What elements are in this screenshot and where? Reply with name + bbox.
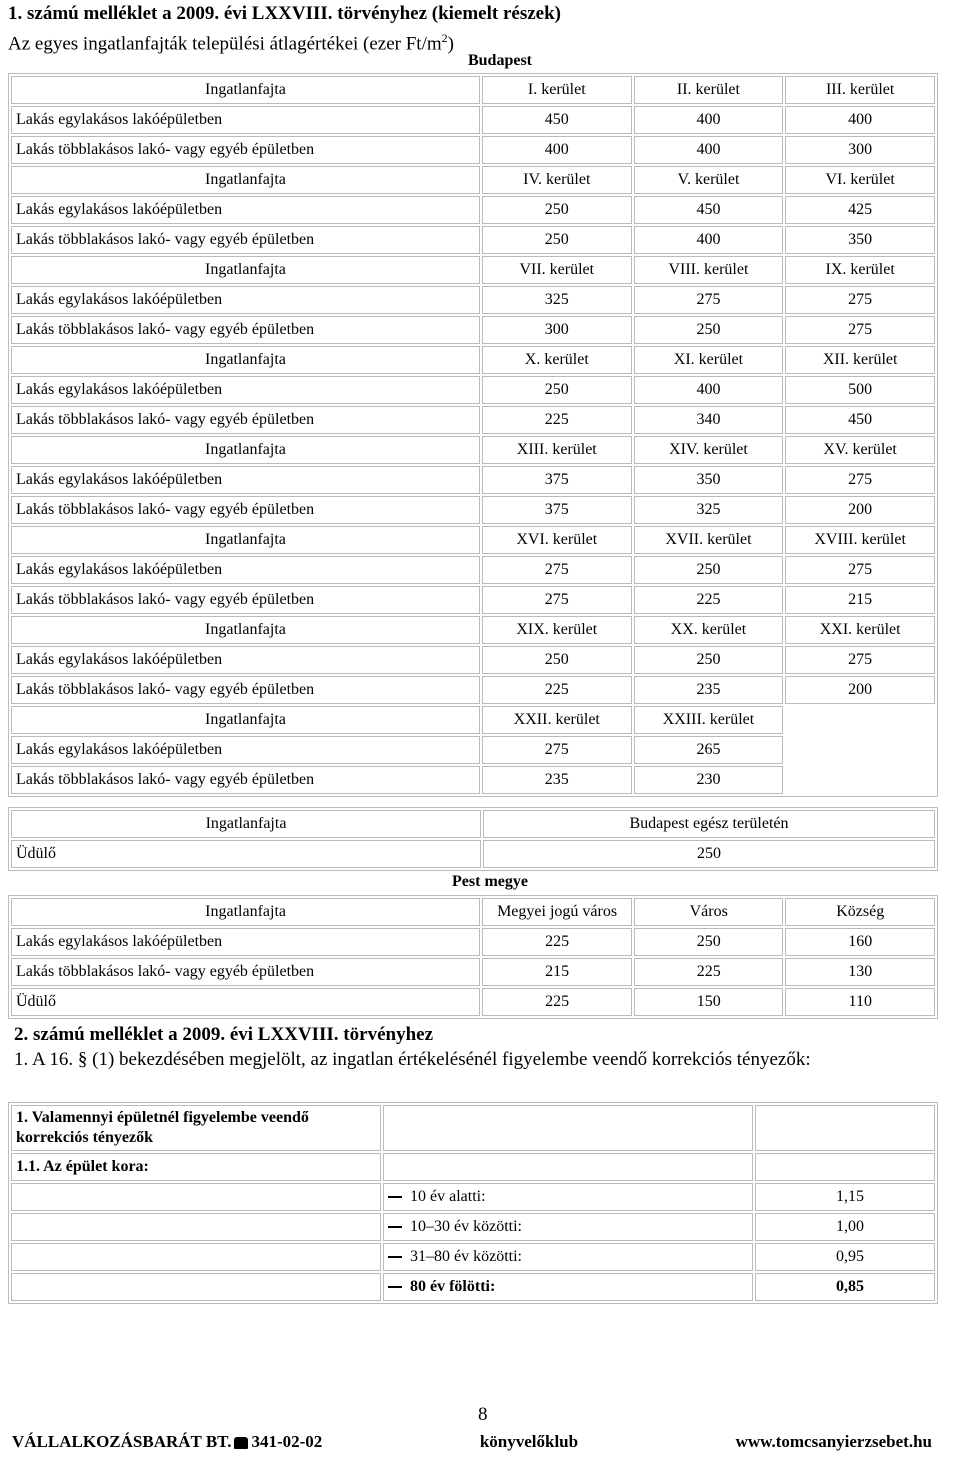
value-cell: 200 (785, 496, 935, 524)
header-cell: Ingatlanfajta (11, 810, 481, 838)
value-cell: 225 (482, 406, 632, 434)
dash-icon (388, 1226, 402, 1228)
column-header: XVI. kerület (482, 526, 632, 554)
footer-club: könyvelőklub (479, 1432, 579, 1451)
budapest-table (8, 73, 938, 797)
value-cell: 450 (482, 106, 632, 134)
budapest-section-title: Budapest (467, 52, 533, 69)
value-cell: 130 (785, 958, 935, 986)
header-cell: Ingatlanfajta (11, 436, 480, 464)
value-cell: 250 (482, 196, 632, 224)
table-row (11, 1183, 935, 1211)
column-header: Község (785, 898, 935, 926)
value-cell: 250 (634, 928, 783, 956)
row-label: Lakás egylakásos lakóépületben (11, 196, 480, 224)
row-label: Lakás egylakásos lakóépületben (11, 736, 480, 764)
value-cell: 400 (634, 136, 784, 164)
header-cell: Ingatlanfajta (11, 898, 480, 926)
table-row (11, 376, 935, 404)
age-value: 0,85 (755, 1273, 935, 1301)
value-cell: 350 (785, 226, 935, 254)
table-row (11, 676, 935, 704)
value-cell: 300 (785, 136, 935, 164)
column-header: X. kerület (482, 346, 632, 374)
row-label: Lakás egylakásos lakóépületben (11, 106, 480, 134)
header-cell: Ingatlanfajta (11, 346, 480, 374)
table-row (11, 256, 935, 284)
empty-cell (383, 1105, 753, 1151)
column-header: Város (634, 898, 783, 926)
table-row (11, 166, 935, 194)
row-label: Lakás többlakásos lakó- vagy egyéb épületben (11, 226, 480, 254)
correction-title: 1. Valamennyi épületnél figyelembe veendő korrekciós tényezők (11, 1105, 381, 1151)
header-cell: Ingatlanfajta (11, 166, 480, 194)
row-label: Lakás többlakásos lakó- vagy egyéb épületben (11, 316, 480, 344)
value-cell: 225 (482, 676, 632, 704)
row-label: Lakás többlakásos lakó- vagy egyéb épületben (11, 676, 480, 704)
age-label-text: 10–30 év közötti: (410, 1218, 522, 1235)
column-header: XV. kerület (785, 436, 935, 464)
table-row (11, 840, 935, 868)
column-header: VI. kerület (785, 166, 935, 194)
age-value: 1,15 (755, 1183, 935, 1211)
value-cell: 275 (785, 556, 935, 584)
value-cell: 265 (634, 736, 784, 764)
table-row (11, 406, 935, 434)
footer-company: VÁLLALKOZÁSBARÁT BT. 341-02-02 (12, 1432, 323, 1451)
value-cell: 230 (634, 766, 784, 794)
value-cell (785, 766, 935, 794)
row-label: Lakás egylakásos lakóépületben (11, 466, 480, 494)
value-cell: 275 (482, 556, 632, 584)
footer (12, 1432, 932, 1452)
value-cell: 275 (634, 286, 784, 314)
value-cell: 340 (634, 406, 784, 434)
value-cell: 235 (482, 766, 632, 794)
value-cell: 275 (785, 466, 935, 494)
table-row (11, 1273, 935, 1301)
column-header: IX. kerület (785, 256, 935, 284)
row-label: Lakás egylakásos lakóépületben (11, 928, 480, 956)
age-value: 1,00 (755, 1213, 935, 1241)
column-header: XXI. kerület (785, 616, 935, 644)
table-row (11, 556, 935, 584)
age-value: 0,95 (755, 1243, 935, 1271)
dash-icon (388, 1286, 402, 1288)
column-header: Megyei jogú város (482, 898, 632, 926)
table-row (11, 316, 935, 344)
row-label: Lakás többlakásos lakó- vagy egyéb épületben (11, 406, 480, 434)
value-cell: 225 (482, 988, 632, 1016)
value-cell: 400 (634, 226, 784, 254)
age-label (383, 1183, 753, 1211)
table-row (11, 1213, 935, 1241)
header-cell: Ingatlanfajta (11, 616, 480, 644)
dash-icon (388, 1196, 402, 1198)
empty-cell (755, 1153, 935, 1181)
column-header: XVII. kerület (634, 526, 784, 554)
table-row (11, 496, 935, 524)
table-row (11, 106, 935, 134)
header-cell: Ingatlanfajta (11, 76, 480, 104)
value-cell: 250 (483, 840, 935, 868)
column-header: XIII. kerület (482, 436, 632, 464)
table-row (11, 928, 935, 956)
value-cell: 250 (482, 376, 632, 404)
column-header: IV. kerület (482, 166, 632, 194)
column-header: XI. kerület (634, 346, 784, 374)
value-cell: 350 (634, 466, 784, 494)
budapest-whole-table (8, 807, 938, 871)
table-row (11, 706, 935, 734)
table-row (11, 196, 935, 224)
annex1-title: 1. számú melléklet a 2009. évi LXXVIII. törvényhez (kiemelt részek) (8, 3, 561, 24)
header-cell: Ingatlanfajta (11, 706, 480, 734)
table-row (11, 988, 935, 1016)
column-header: V. kerület (634, 166, 784, 194)
age-label (383, 1273, 753, 1301)
value-cell: 215 (785, 586, 935, 614)
value-cell: 400 (634, 106, 784, 134)
row-label: Üdülő (11, 988, 480, 1016)
value-cell: 275 (785, 316, 935, 344)
value-cell: 300 (482, 316, 632, 344)
value-cell (785, 736, 935, 764)
value-cell: 275 (785, 286, 935, 314)
column-header: XVIII. kerület (785, 526, 935, 554)
value-cell: 225 (482, 928, 632, 956)
footer-url: www.tomcsanyierzsebet.hu (735, 1432, 932, 1451)
age-label-text: 80 év fölötti: (410, 1278, 496, 1295)
phone-icon (234, 1437, 248, 1449)
table-row (11, 466, 935, 494)
value-cell: 450 (634, 196, 784, 224)
header-cell: Budapest egész területén (483, 810, 935, 838)
table-row (11, 436, 935, 464)
value-cell: 425 (785, 196, 935, 224)
empty-cell (11, 1273, 381, 1301)
table-row (11, 1105, 935, 1151)
value-cell: 225 (634, 958, 783, 986)
page-number: 8 (478, 1404, 488, 1425)
table-row (11, 898, 935, 926)
column-header: I. kerület (482, 76, 632, 104)
row-label: Lakás egylakásos lakóépületben (11, 646, 480, 674)
table-row (11, 736, 935, 764)
pest-section-title: Pest megye (452, 873, 528, 890)
value-cell: 375 (482, 496, 632, 524)
value-cell: 250 (634, 556, 784, 584)
value-cell: 235 (634, 676, 784, 704)
row-label: Lakás egylakásos lakóépületben (11, 556, 480, 584)
value-cell: 250 (634, 646, 784, 674)
header-cell: Ingatlanfajta (11, 526, 480, 554)
column-header: XII. kerület (785, 346, 935, 374)
table-row (11, 226, 935, 254)
table-row (11, 286, 935, 314)
row-label: Lakás többlakásos lakó- vagy egyéb épületben (11, 958, 480, 986)
value-cell: 275 (482, 736, 632, 764)
column-header: XXII. kerület (482, 706, 632, 734)
annex2-title: 2. számú melléklet a 2009. évi LXXVIII. törvényhez (14, 1024, 434, 1045)
table-row (11, 616, 935, 644)
column-header: XXIII. kerület (634, 706, 784, 734)
value-cell: 200 (785, 676, 935, 704)
value-cell: 110 (785, 988, 935, 1016)
column-header: XIV. kerület (634, 436, 784, 464)
table-row (11, 1243, 935, 1271)
dash-icon (388, 1256, 402, 1258)
row-label: Lakás egylakásos lakóépületben (11, 286, 480, 314)
row-label: Lakás többlakásos lakó- vagy egyéb épületben (11, 586, 480, 614)
column-header: II. kerület (634, 76, 784, 104)
empty-cell (11, 1183, 381, 1211)
value-cell: 150 (634, 988, 783, 1016)
empty-cell (755, 1105, 935, 1151)
value-cell: 500 (785, 376, 935, 404)
row-label: Lakás többlakásos lakó- vagy egyéb épületben (11, 496, 480, 524)
value-cell: 160 (785, 928, 935, 956)
table-row (11, 526, 935, 554)
value-cell: 450 (785, 406, 935, 434)
value-cell: 325 (482, 286, 632, 314)
value-cell: 325 (634, 496, 784, 524)
row-label: Lakás többlakásos lakó- vagy egyéb épületben (11, 136, 480, 164)
annex1-subtitle: Az egyes ingatlanfajták települési átlagértékei (ezer $Ft/m^2$) (8, 31, 454, 55)
column-header: XX. kerület (634, 616, 784, 644)
value-cell: 250 (482, 226, 632, 254)
value-cell: 215 (482, 958, 632, 986)
table-row (11, 958, 935, 986)
age-label (383, 1213, 753, 1241)
correction-subtitle: 1.1. Az épület kora: (11, 1153, 381, 1181)
column-header (785, 706, 935, 734)
age-label-text: 10 év alatti: (410, 1188, 486, 1205)
age-label-text: 31–80 év közötti: (410, 1248, 522, 1265)
value-cell: 225 (634, 586, 784, 614)
table-row (11, 1153, 935, 1181)
row-label: Üdülő (11, 840, 481, 868)
table-row (11, 346, 935, 374)
header-cell: Ingatlanfajta (11, 256, 480, 284)
column-header: XIX. kerület (482, 616, 632, 644)
value-cell: 400 (785, 106, 935, 134)
column-header: VIII. kerület (634, 256, 784, 284)
column-header: VII. kerület (482, 256, 632, 284)
value-cell: 275 (482, 586, 632, 614)
empty-cell (11, 1213, 381, 1241)
table-row (11, 766, 935, 794)
empty-cell (11, 1243, 381, 1271)
table-row (11, 136, 935, 164)
age-label (383, 1243, 753, 1271)
row-label: Lakás többlakásos lakó- vagy egyéb épületben (11, 766, 480, 794)
pest-table (8, 895, 938, 1019)
table-row (11, 646, 935, 674)
table-row (11, 586, 935, 614)
value-cell: 375 (482, 466, 632, 494)
table-row (11, 810, 935, 838)
row-label: Lakás egylakásos lakóépületben (11, 376, 480, 404)
column-header: III. kerület (785, 76, 935, 104)
correction-table (8, 1102, 938, 1304)
annex2-paragraph: 1. A 16. § (1) bekezdésében megjelölt, az ingatlan értékelésénél figyelembe veendő korrekciós tényezők: (14, 1049, 811, 1070)
value-cell: 275 (785, 646, 935, 674)
value-cell: 250 (482, 646, 632, 674)
value-cell: 250 (634, 316, 784, 344)
value-cell: 400 (482, 136, 632, 164)
value-cell: 400 (634, 376, 784, 404)
table-row (11, 76, 935, 104)
empty-cell (383, 1153, 753, 1181)
